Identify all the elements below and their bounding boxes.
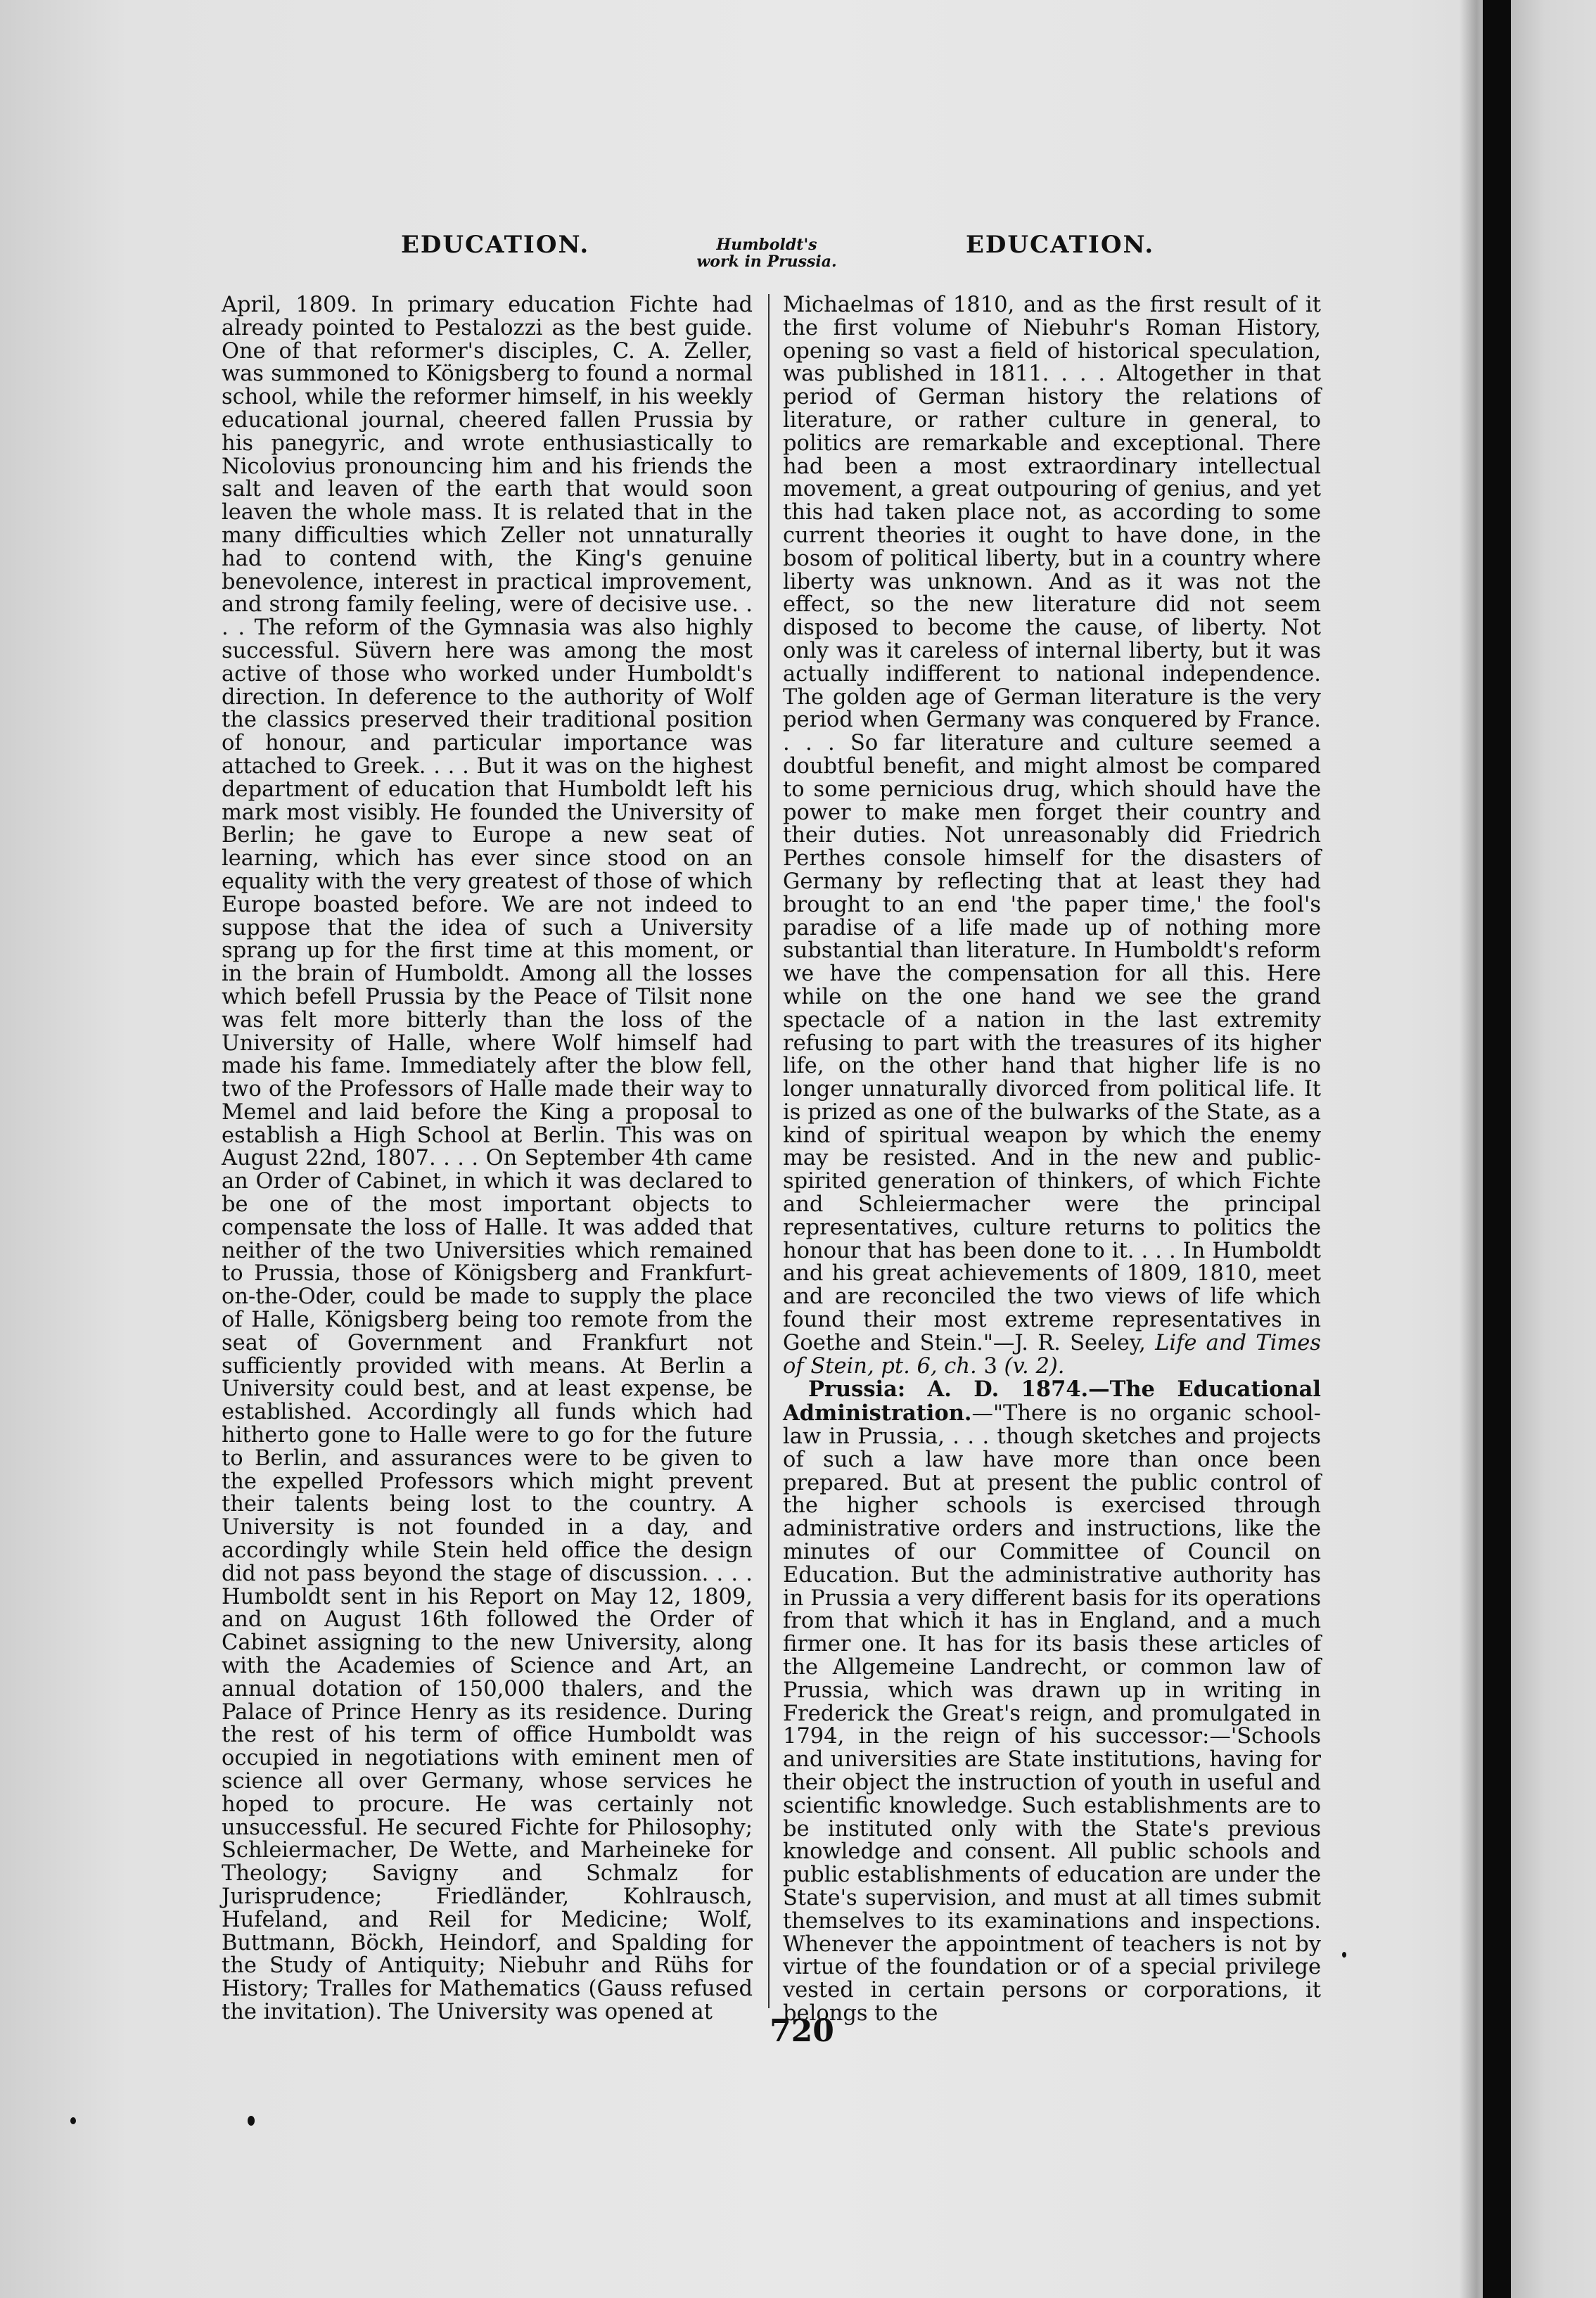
citation-part: pt. 6, ch. [881, 1353, 977, 1379]
header-left-title: EDUCATION. [401, 231, 590, 259]
column-divider [768, 294, 770, 2008]
right-para2-text: —"There is no organic school-law in Prussia, . . . though sketches and projects of such a law have more than once been prepared. But at present the public control of the higher schools is exercised through administrative orders and instructions, like the minutes of our Committee of Council on Education. But the administrative authority has in Prussia a very different basis for its operations from that which it has in England, and a much firmer one. It has for its basis these articles of the Allgemeine Landrecht, or common law of Prussia, which was drawn up in writing in Frederick the Great's reign, and promulgated in 1794, in the reign of his successor:—'Schools and universities are State institutions, having for their object the instruction of youth in useful and scientific knowledge. Such establishments are to be instituted only with the State's previous knowledge and consent. All public schools and public establishments of education are under the State's supervision, and must at all times submit themselves to its examinations and inspections. Whenever the appointment of teachers is not by virtue of the foundation or of a special privilege vested in certain persons or corporations, it belongs to the [783, 1401, 1321, 2026]
right-column [783, 294, 1321, 2026]
scan-speck [70, 2117, 76, 2124]
header-side-note-line1: Humboldt's [716, 236, 817, 254]
scan-margin-right [1511, 0, 1596, 2298]
scan-speck [248, 2116, 255, 2126]
scan-speck [1342, 1952, 1346, 1958]
citation-chapter: 3 [983, 1353, 997, 1379]
left-column-text: April, 1809. In primary education Fichte had already pointed to Pestalozzi as the best guide. One of that reformer's disciples, C. A. Zeller, was summoned to Königsberg to found a normal school, while the reformer himself, in his weekly educational journal, cheered fallen Prussia by his panegyric, and wrote enthusiastically to Nicolovius pronouncing him and his friends the salt and leaven of the earth that would soon leaven the whole mass. It is related that in the many difficulties which Zeller not unnaturally had to contend with, the King's genuine benevolence, interest in practical improvement, and strong family feeling, were of decisive use. . . . The reform of the Gymnasia was also highly successful. Süvern here was among the most active of those who worked under Humboldt's direction. In deference to the authority of Wolf the classics preserved their traditional position of honour, and particular importance was attached to Greek. . . . But it was on the highest department of education that Humboldt left his mark most visibly. He founded the University of Berlin; he gave to Europe a new seat of learning, which has ever since stood on an equality with the very greatest of those of which Europe boasted before. We are not indeed to suppose that the idea of such a University sprang up for the first time at this moment, or in the brain of Humboldt. Among all the losses which befell Prussia by the Peace of Tilsit none was felt more bitterly than the loss of the University of Halle, where Wolf himself had made his fame. Immediately after the blow fell, two of the Professors of Halle made their way to Memel and laid before the King a proposal to establish a High School at Berlin. This was on August 22nd, 1807. . . . On September 4th came an Order of Cabinet, in which it was declared to be one of the most important objects to compensate the loss of Halle. It was added that neither of the two Universities which remained to Prussia, those of Königsberg and Frankfurt-on-the-Oder, could be made to supply the place of Halle, Königsberg being too remote from the seat of Government and Frankfurt not sufficiently provided with means. At Berlin a University could best, and at least expense, be established. Accordingly all funds which had hitherto gone to Halle were to go for the future to Berlin, and assurances were to be given to the expelled Professors which might prevent their talents being lost to the country. A University is not founded in a day, and accordingly while Stein held office the design did not pass beyond the stage of discussion. . . . Humboldt sent in his Report on May 12, 1809, and on August 16th followed the Order of Cabinet assigning to the new University, along with the Academies of Science and Art, an annual dotation of 150,000 thalers, and the Palace of Prince Henry as its residence. During the rest of his term of office Humboldt was occupied in negotiations with eminent men of science all over Germany, whose services he hoped to procure. He was certainly not unsuccessful. He secured Fichte for Philosophy; Schleiermacher, De Wette, and Marheineke for Theology; Savigny and Schmalz for Jurisprudence; Friedländer, Kohlrausch, Hufeland, and Reil for Medicine; Wolf, Buttmann, Böckh, Heindorf, and Spalding for the Study of Antiquity; Niebuhr and Rühs for History; Tralles for Mathematics (Gauss refused the invitation). The University was opened at [222, 293, 753, 2024]
header-side-note-line2: work in Prussia. [696, 253, 837, 271]
right-para1-text: Michaelmas of 1810, and as the first result of it the first volume of Niebuhr's Roman History, opening so vast a field of historical speculation, was published in 1811. . . . Altogether in that period of German history the relations of literature, or rather culture in general, to politics are remarkable and exceptional. There had been a most extraordinary intellectual movement, a great outpouring of genius, and yet this had taken place not, as according to some current theories it ought to have done, in the bosom of political liberty, but in a country where liberty was unknown. And as it was not the effect, so the new literature did not seem disposed to become the cause, of liberty. Not only was it careless of internal liberty, but it was actually indifferent to national independence. The golden age of German literature is the very period when Germany was conquered by France. . . . So far literature and culture seemed a doubtful benefit, and might almost be compared to some pernicious drug, which should have the power to make men forget their country and their duties. Not unreasonably did Friedrich Perthes console himself for the disasters of Germany by reflecting that at least they had brought to an end 'the paper time,' the fool's paradise of a life made up of nothing more substantial than literature. In Humboldt's reform we have the compensation for all this. Here while on the one hand we see the grand spectacle of a nation in the last extremity refusing to part with the treasures of its higher life, on the other hand that higher life is no longer unnaturally divorced from political life. It is prized as one of the bulwarks of the State, as a kind of spiritual weapon by which the enemy may be resisted. And in the new and public-spirited generation of thinkers, of which Fichte and Schleiermacher were the principal representatives, culture returns to politics the honour that has been done to it. . . . In Humboldt and his great achievements of 1809, 1810, meet and are reconciled the two views of life which found their most extreme representatives in Goethe and Stein."—J. R. Seeley, [783, 293, 1321, 1355]
right-column-paragraph-2 [783, 1378, 1321, 2025]
scan-edge-bar [1483, 0, 1511, 2298]
right-column-paragraph-1 [783, 294, 1321, 1378]
citation-title: Life and Times of Stein, [783, 1330, 1322, 1379]
left-column [222, 294, 753, 2024]
page-number: 720 [770, 2013, 834, 2049]
running-header [211, 224, 1322, 287]
citation-volume: (v. 2). [1004, 1353, 1065, 1379]
header-side-note [640, 236, 893, 270]
header-right-title: EDUCATION. [966, 231, 1155, 259]
entry-heading: Prussia: A. D. 1874.—The Educational Administration. [783, 1377, 1321, 1426]
